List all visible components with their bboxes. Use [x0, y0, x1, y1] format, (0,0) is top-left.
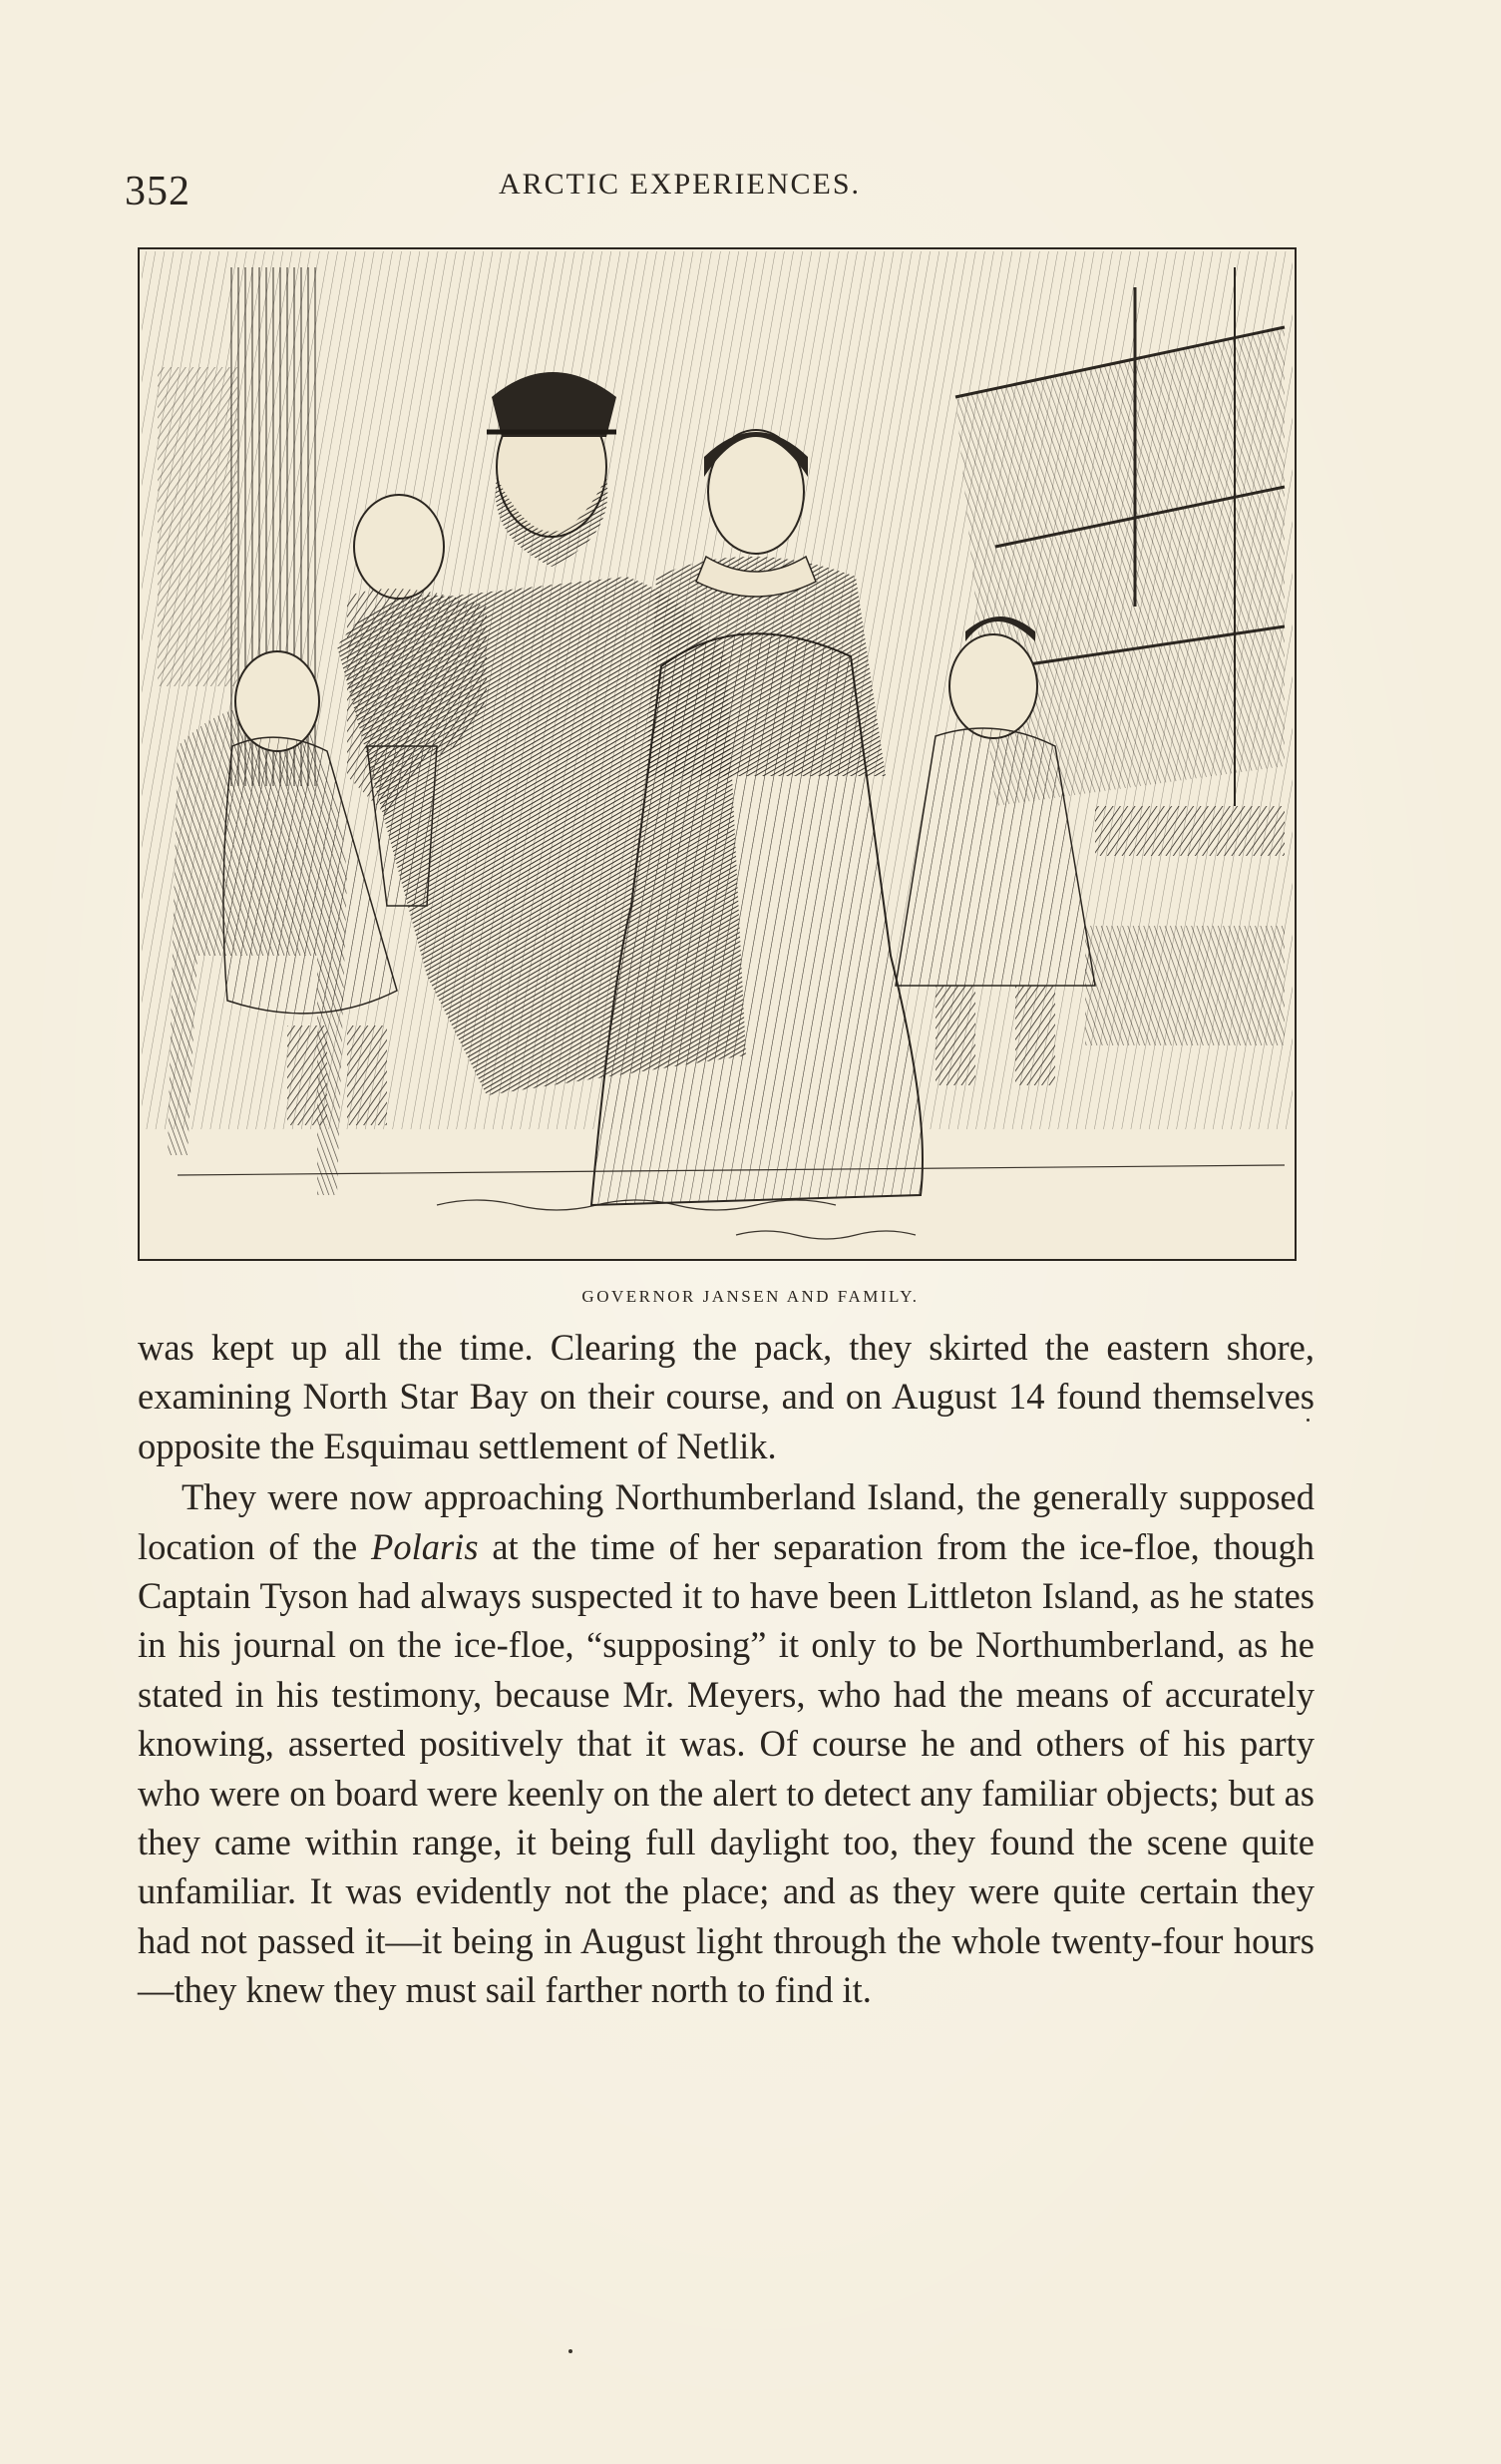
- engraving-artwork: [138, 247, 1297, 1261]
- paragraph-2-rest: at the time of her separation from the ice-floe, though Captain Tyson had always suspected it to have been Littleton Island, as he states in his journal on the ice-floe, “supposing” it only to be Northumberland, as he stated in his testimony, because Mr. Meyers, who had the means of accurately knowing, asserted positively that it was. Of course he and others of his party who were on board were keenly on the alert to detect any familiar objects; but as they came within range, it being full daylight too, they found the scene quite unfamiliar. It was evidently not the place; and as they were quite certain they had not passed it—it being in August light through the whole twenty-four hours—they knew they must sail farther north to find it.: [138, 1525, 1315, 2011]
- page-number: 352: [125, 169, 190, 214]
- paragraph-2: [138, 1472, 1314, 2014]
- body-text: [138, 1323, 1314, 2015]
- paragraph-1: was kept up all the time. Clearing the pack, they skirted the eastern shore, examining North Star Bay on their course, and on August 14 found themselves opposite the Esquimau settlement of Netlik.: [138, 1327, 1314, 1466]
- paper-speck: [568, 2349, 572, 2353]
- running-head: ARCTIC EXPERIENCES.: [499, 168, 862, 201]
- engraving-illustration: [138, 247, 1297, 1261]
- ship-name-italic: Polaris: [371, 1525, 479, 1567]
- paper-speck: [1307, 1419, 1310, 1422]
- paragraph-2-start: They were now approaching Northumberland Island, the generally supposed location of the: [138, 1476, 1314, 1567]
- figure-caption: GOVERNOR JANSEN AND FAMILY.: [581, 1287, 920, 1306]
